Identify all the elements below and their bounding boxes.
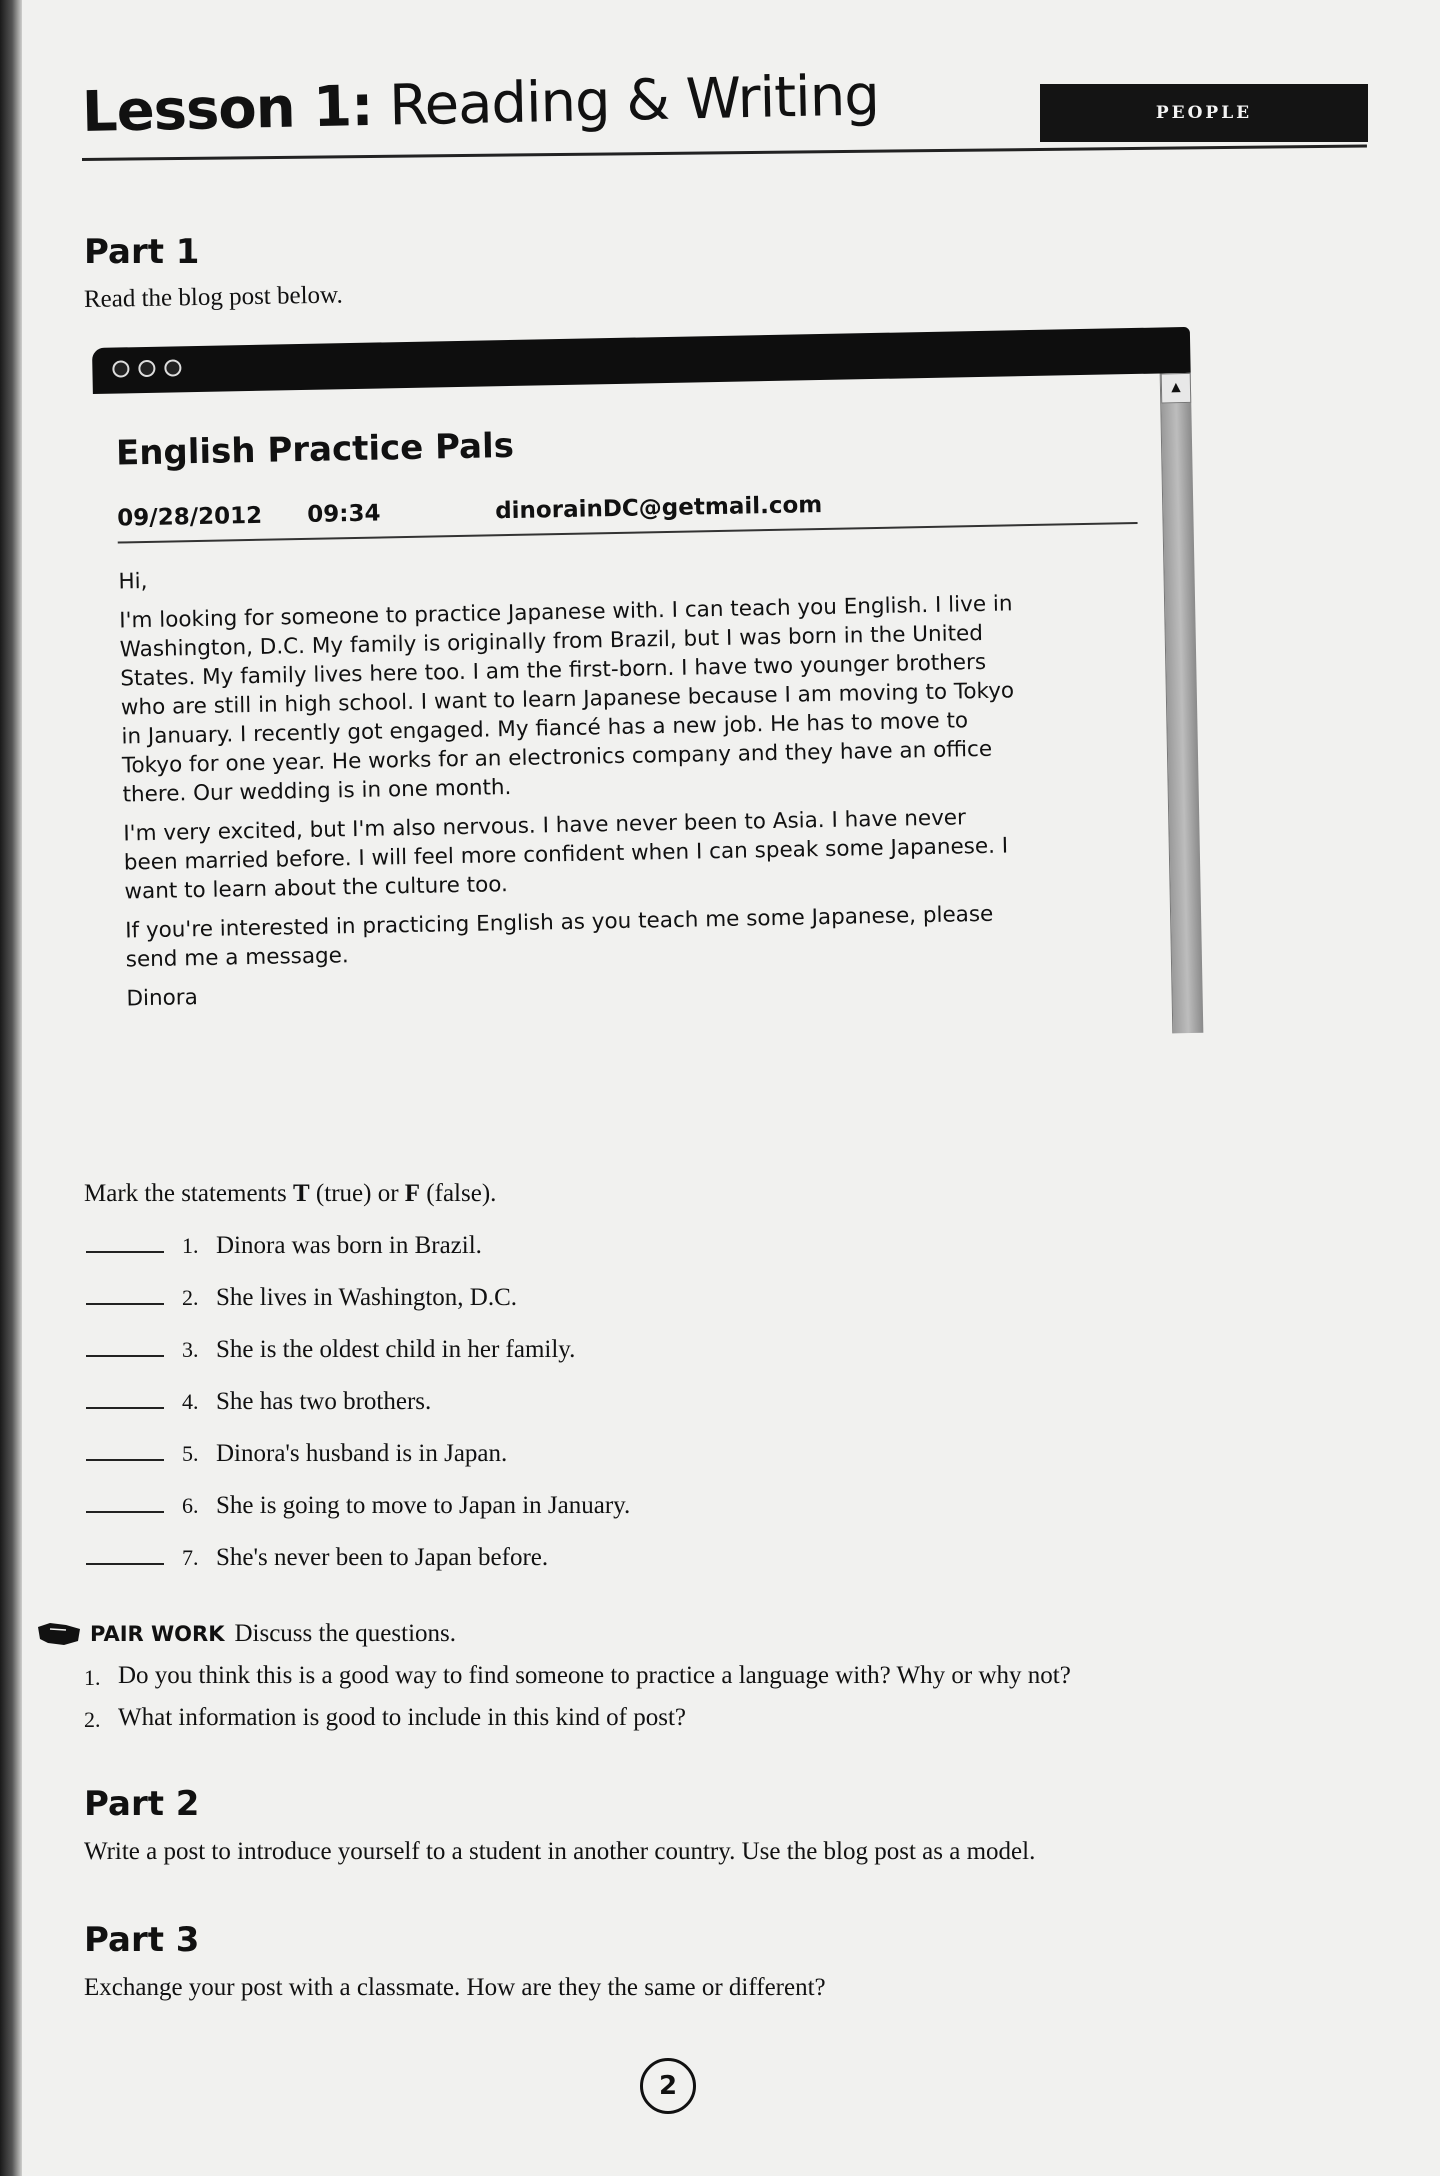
window-close-icon[interactable] <box>112 360 129 377</box>
blog-signature: Dinora <box>126 985 199 1012</box>
browser-title-bar <box>92 327 1191 394</box>
statement-item <box>86 1336 986 1388</box>
statement-text: Dinora was born in Brazil. <box>216 1232 482 1259</box>
statement-text: She's never been to Japan before. <box>216 1544 549 1571</box>
part3-instruction: Exchange your post with a classmate. How are they the same or different? <box>84 1974 826 2001</box>
answer-blank[interactable] <box>86 1441 164 1461</box>
statement-text: She is the oldest child in her family. <box>216 1336 576 1363</box>
blog-body <box>118 550 1027 1023</box>
question-text: Do you think this is a good way to find someone to practice a language with? Why or why not? <box>118 1662 1071 1689</box>
statement-item <box>86 1440 986 1492</box>
pair-work-header <box>36 1620 456 1648</box>
post-date: 09/28/2012 <box>117 502 263 532</box>
question-item <box>84 1662 1071 1704</box>
answer-blank[interactable] <box>86 1545 164 1565</box>
lesson-label: Lesson 1: <box>81 73 374 145</box>
instruction-text: (false). <box>420 1180 497 1207</box>
statement-number: 5. <box>182 1441 199 1466</box>
instruction-text: Mark the statements <box>84 1180 293 1207</box>
blog-paragraph: I'm very excited, but I'm also nervous. I have never been to Asia. I have never been married before. I will feel more confident when I can speak some Japanese. I want to learn about the culture too. <box>123 805 1009 905</box>
window-maximize-icon[interactable] <box>164 359 181 376</box>
statement-number: 4. <box>182 1389 199 1414</box>
answer-blank[interactable] <box>86 1337 164 1357</box>
false-marker: F <box>404 1180 421 1207</box>
unit-tag: PEOPLE <box>1040 84 1368 142</box>
pair-work-label: PAIR WORK <box>90 1622 225 1646</box>
blog-title: English Practice Pals <box>115 425 515 474</box>
statement-item <box>86 1388 986 1440</box>
pair-work-icon <box>36 1621 82 1647</box>
window-minimize-icon[interactable] <box>138 360 155 377</box>
part2-instruction: Write a post to introduce yourself to a student in another country. Use the blog post as a model. <box>84 1838 1036 1865</box>
part1-heading: Part 1 <box>84 232 200 272</box>
part2-heading: Part 2 <box>84 1784 200 1824</box>
blog-paragraph: If you're interested in practicing English as you teach me some Japanese, please send me a message. <box>124 901 994 973</box>
question-number: 1. <box>84 1665 101 1690</box>
statement-number: 1. <box>182 1233 199 1258</box>
statement-item <box>86 1492 986 1544</box>
answer-blank[interactable] <box>86 1285 164 1305</box>
scroll-up-arrow-icon[interactable]: ▲ <box>1161 373 1192 404</box>
vertical-scrollbar[interactable] <box>1160 373 1204 1033</box>
blog-browser-window <box>92 327 1204 1088</box>
answer-blank[interactable] <box>86 1493 164 1513</box>
statement-text: She has two brothers. <box>216 1388 432 1415</box>
question-text: What information is good to include in this kind of post? <box>118 1704 686 1731</box>
instruction-text: (true) or <box>309 1180 405 1207</box>
true-marker: T <box>292 1180 310 1207</box>
statement-item <box>86 1284 986 1336</box>
blog-greeting: Hi, <box>118 568 148 595</box>
statement-text: She is going to move to Japan in January. <box>216 1492 631 1519</box>
question-number: 2. <box>84 1707 101 1732</box>
answer-blank[interactable] <box>86 1233 164 1253</box>
lesson-topic: Reading & Writing <box>388 63 880 139</box>
statement-text: She lives in Washington, D.C. <box>216 1284 518 1311</box>
discussion-questions <box>84 1662 1071 1746</box>
post-time: 09:34 <box>306 500 381 528</box>
true-false-instruction <box>84 1180 496 1208</box>
part1-instruction: Read the blog post below. <box>83 281 343 313</box>
page-number: 2 <box>640 2058 696 2114</box>
header-rule <box>82 145 1367 161</box>
blog-paragraph: I'm looking for someone to practice Japanese with. I can teach you English. I live in Washington, D.C. My family is originally from Brazil, but I was born in the United States. My family lives here too. I am the first-born. I have two younger brothers who are still in high school. I want to learn Japanese because I am moving to Tokyo in January. I recently got engaged. My fiancé has a new job. He has to move to Tokyo for one year. He works for an electronics company and they have an office there. Our wedding is in one month. <box>119 591 1015 808</box>
statement-item <box>86 1232 986 1284</box>
statement-text: Dinora's husband is in Japan. <box>216 1440 508 1467</box>
true-false-list <box>86 1232 986 1596</box>
statement-number: 6. <box>182 1493 199 1518</box>
book-spine-shadow <box>0 0 22 2176</box>
statement-number: 7. <box>182 1545 199 1570</box>
post-meta-divider <box>118 522 1138 544</box>
lesson-title <box>81 63 879 145</box>
statement-item <box>86 1544 986 1596</box>
part3-heading: Part 3 <box>84 1920 200 1960</box>
statement-number: 3. <box>182 1337 199 1362</box>
post-email[interactable]: dinorainDC@getmail.com <box>494 492 823 525</box>
question-item <box>84 1704 1071 1746</box>
answer-blank[interactable] <box>86 1389 164 1409</box>
statement-number: 2. <box>182 1285 199 1310</box>
pair-work-instruction: Discuss the questions. <box>234 1620 457 1647</box>
